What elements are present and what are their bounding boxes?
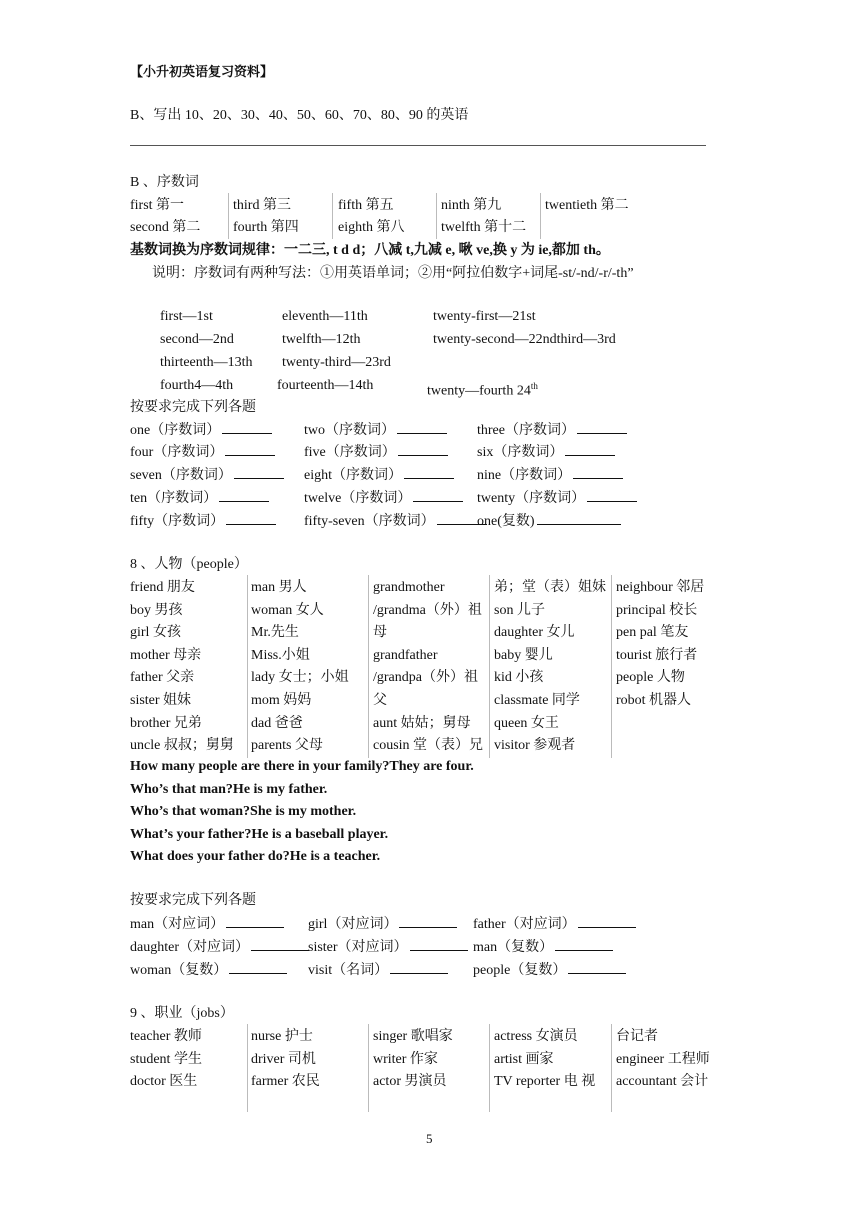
exercise-prompt: man（对应词） <box>130 917 225 932</box>
job-cell: engineer 工程师 <box>616 1051 710 1067</box>
people-cell: friend 朋友 <box>130 580 195 595</box>
exercise-prompt: woman（复数） <box>130 963 228 978</box>
ordinal-example-text: twenty—fourth 24 <box>427 383 531 399</box>
ordinal-example <box>427 375 538 403</box>
exercise-item <box>473 913 636 936</box>
ordinal-cell: eighth 第八 <box>338 220 405 235</box>
ordinal-cell: fifth 第五 <box>338 198 394 213</box>
jobs-table-divider <box>247 1024 248 1112</box>
people-cell: sister 姐妹 <box>130 693 192 708</box>
exercise-prompt: six（序数词） <box>477 445 564 460</box>
people-cell: kid 小孩 <box>494 670 544 686</box>
exercise-prompt: eight（序数词） <box>304 468 402 483</box>
job-cell: accountant 会计 <box>616 1074 709 1090</box>
ordinal-cell: twentieth 第二 <box>545 198 629 213</box>
people-cell: father 父亲 <box>130 670 195 686</box>
ordinal-cell: third 第三 <box>233 198 291 213</box>
exercise-item <box>304 419 447 442</box>
people-table-divider <box>368 575 369 758</box>
people-cell: robot 机器人 <box>616 693 692 708</box>
people-cell: woman 女人 <box>251 602 324 618</box>
people-cell: tourist 旅行者 <box>616 647 698 663</box>
exercise-prompt: one（序数词） <box>130 423 221 438</box>
exercise-item <box>308 936 468 959</box>
exercise-prompt: seven（序数词） <box>130 468 232 483</box>
people-cell: /grandpa（外）祖 <box>373 670 478 686</box>
people-cell: people 人物 <box>616 670 685 686</box>
ordinal-example: twenty-first—21st <box>433 309 536 324</box>
answer-blank[interactable] <box>413 487 463 502</box>
answer-blank[interactable] <box>537 510 621 525</box>
job-cell: student 学生 <box>130 1051 202 1067</box>
answer-blank[interactable] <box>404 464 454 479</box>
ordinal-example: second—2nd <box>160 332 234 347</box>
people-cell: man 男人 <box>251 580 307 595</box>
ordinal-example: thirteenth—13th <box>160 355 253 370</box>
ordinal-table-divider <box>332 193 333 239</box>
ordinal-exercise-title: 按要求完成下列各题 <box>130 400 256 415</box>
ordinal-example: twenty-third—23rd <box>282 355 391 370</box>
dialogue-line: Who’s that man?He is my father. <box>130 781 328 797</box>
exercise-item <box>130 913 284 936</box>
people-cell: neighbour 邻居 <box>616 580 705 595</box>
exercise-prompt: father（对应词） <box>473 917 576 932</box>
exercise-prompt: four（序数词） <box>130 445 224 460</box>
exercise-item <box>473 959 626 982</box>
exercise-item <box>477 487 637 510</box>
people-table-divider <box>489 575 490 758</box>
answer-blank[interactable] <box>398 441 448 456</box>
people-cell: parents 父母 <box>251 738 323 754</box>
people-cell: pen pal 笔友 <box>616 625 689 641</box>
exercise-item <box>473 936 613 959</box>
exercise-item <box>304 510 487 533</box>
answer-blank[interactable] <box>573 464 623 479</box>
exercise-prompt: five（序数词） <box>304 445 396 460</box>
people-cell: Miss.小姐 <box>251 647 310 663</box>
answer-blank[interactable] <box>578 913 636 928</box>
dialogue-line: What does your father do?He is a teacher. <box>130 849 381 865</box>
ordinal-cell: fourth 第四 <box>233 220 299 235</box>
people-cell: girl 女孩 <box>130 625 181 641</box>
page-header: 【小升初英语复习资料】 <box>130 64 274 79</box>
job-cell: doctor 医生 <box>130 1074 198 1090</box>
exercise-item <box>304 441 448 464</box>
exercise-item <box>130 419 272 442</box>
exercise-prompt: ten（序数词） <box>130 491 218 506</box>
people-cell: queen 女王 <box>494 715 559 731</box>
dialogue-line: What’s your father?He is a baseball player. <box>130 826 389 842</box>
ordinal-example: twenty-second—22ndthird—3rd <box>433 332 616 347</box>
exercise-item <box>477 441 615 464</box>
ordinal-table-divider <box>436 193 437 239</box>
people-cell: 母 <box>373 625 387 641</box>
job-cell: singer 歌唱家 <box>373 1029 453 1044</box>
ordinal-table-divider <box>228 193 229 239</box>
people-cell: classmate 同学 <box>494 693 580 708</box>
exercise-item <box>477 419 627 442</box>
exercise-item <box>130 936 309 959</box>
answer-blank[interactable] <box>577 419 627 434</box>
answer-blank[interactable] <box>399 913 457 928</box>
people-cell: Mr.先生 <box>251 625 299 641</box>
answer-blank[interactable] <box>410 936 468 951</box>
jobs-table-divider <box>489 1024 490 1112</box>
job-cell: teacher 教师 <box>130 1029 202 1044</box>
exercise-item <box>477 464 623 487</box>
job-cell: actress 女演员 <box>494 1029 578 1044</box>
dialogue-line: Who’s that woman?She is my mother. <box>130 804 357 820</box>
people-table-divider <box>611 575 612 758</box>
people-cell: principal 校长 <box>616 602 698 618</box>
exercise-item <box>130 441 275 464</box>
answer-blank[interactable] <box>397 419 447 434</box>
task-b: B、写出 10、20、30、40、50、60、70、80、90 的英语 <box>130 108 469 123</box>
people-title: 8 、人物（people） <box>130 557 248 572</box>
exercise-item <box>130 510 276 533</box>
ordinal-example: first—1st <box>160 309 213 324</box>
job-cell: 台记者 <box>616 1029 658 1044</box>
ordinal-cell: second 第二 <box>130 220 201 235</box>
exercise-prompt: fifty-seven（序数词） <box>304 514 435 529</box>
answer-blank[interactable] <box>390 959 448 974</box>
answer-blank[interactable] <box>555 936 613 951</box>
people-cell: son 儿子 <box>494 602 545 618</box>
exercise-item <box>308 913 457 936</box>
ordinal-table-divider <box>540 193 541 239</box>
exercise-prompt: visit（名词） <box>308 963 389 978</box>
exercise-item <box>130 959 287 982</box>
people-exercise-title: 按要求完成下列各题 <box>130 893 256 908</box>
people-cell: baby 婴儿 <box>494 647 553 663</box>
jobs-table-divider <box>368 1024 369 1112</box>
exercise-prompt: twelve（序数词） <box>304 491 412 506</box>
exercise-item <box>304 487 463 510</box>
jobs-title: 9 、职业（jobs） <box>130 1006 234 1021</box>
job-cell: driver 司机 <box>251 1051 316 1067</box>
people-cell: dad 爸爸 <box>251 715 303 731</box>
exercise-item <box>130 487 269 510</box>
people-cell: mother 母亲 <box>130 647 202 663</box>
people-cell: brother 兄弟 <box>130 715 202 731</box>
exercise-prompt: girl（对应词） <box>308 917 398 932</box>
exercise-item <box>308 959 448 982</box>
answer-blank[interactable] <box>234 464 284 479</box>
jobs-table-divider <box>611 1024 612 1112</box>
job-cell: actor 男演员 <box>373 1074 447 1090</box>
answer-blank[interactable] <box>226 913 284 928</box>
exercise-prompt: two（序数词） <box>304 423 395 438</box>
dialogue-line: How many people are there in your family?They are four. <box>130 759 474 774</box>
ordinal-note: 说明：序数词有两种写法：①用英语单词；②用“阿拉伯数字+词尾-st/-nd/-r/-th” <box>152 266 634 281</box>
people-cell: cousin 堂（表）兄 <box>373 738 484 754</box>
answer-blank[interactable] <box>219 487 269 502</box>
exercise-prompt: daughter（对应词） <box>130 940 249 955</box>
people-cell: uncle 叔叔；舅舅 <box>130 738 234 754</box>
job-cell: writer 作家 <box>373 1051 438 1067</box>
exercise-prompt: nine（序数词） <box>477 468 572 483</box>
answer-blank[interactable] <box>568 959 626 974</box>
job-cell: farmer 农民 <box>251 1074 320 1090</box>
exercise-prompt: one(复数) <box>477 514 535 529</box>
answer-blank[interactable] <box>565 441 615 456</box>
job-cell: TV reporter 电 视 <box>494 1074 596 1090</box>
exercise-prompt: twenty（序数词） <box>477 491 586 506</box>
page-number: 5 <box>426 1131 433 1146</box>
job-cell: artist 画家 <box>494 1051 554 1067</box>
people-cell: /grandma（外）祖 <box>373 602 482 618</box>
people-cell: grandmother <box>373 580 445 595</box>
exercise-prompt: fifty（序数词） <box>130 514 225 529</box>
people-cell: 父 <box>373 693 387 708</box>
people-cell: daughter 女儿 <box>494 625 575 641</box>
ordinal-example: eleventh—11th <box>282 309 368 324</box>
exercise-prompt: man（复数） <box>473 940 554 955</box>
ordinal-example: fourteenth—14th <box>277 378 374 393</box>
people-cell: aunt 姑姑；舅母 <box>373 715 471 731</box>
people-cell: 弟；堂（表）姐妹 <box>494 580 606 595</box>
answer-blank[interactable] <box>251 936 309 951</box>
ordinal-example-superscript: th <box>530 381 538 391</box>
ordinal-example: twelfth—12th <box>282 332 361 347</box>
ordinal-cell: ninth 第九 <box>441 198 502 213</box>
people-cell: grandfather <box>373 647 438 663</box>
people-cell: lady 女士；小姐 <box>251 670 349 686</box>
people-table-divider <box>247 575 248 758</box>
exercise-prompt: sister（对应词） <box>308 940 408 955</box>
exercise-item <box>477 510 621 533</box>
people-cell: visitor 参观者 <box>494 738 576 754</box>
ordinal-rule: 基数词换为序数词规律：一二三, t d d；八减 t,九减 e, 啾 ve,换 y 为 ie,都加 th。 <box>130 243 610 258</box>
answer-blank[interactable] <box>587 487 637 502</box>
answer-blank[interactable] <box>226 510 276 525</box>
exercise-prompt: people（复数） <box>473 963 567 978</box>
people-cell: mom 妈妈 <box>251 693 312 708</box>
ordinal-cell: first 第一 <box>130 198 185 213</box>
job-cell: nurse 护士 <box>251 1029 313 1044</box>
exercise-prompt: three（序数词） <box>477 423 575 438</box>
people-cell: boy 男孩 <box>130 602 183 618</box>
exercise-item <box>130 464 284 487</box>
answer-line <box>130 145 706 146</box>
ordinal-cell: twelfth 第十二 <box>441 220 527 235</box>
answer-blank[interactable] <box>229 959 287 974</box>
answer-blank[interactable] <box>225 441 275 456</box>
exercise-item <box>304 464 454 487</box>
ordinal-example: fourth4—4th <box>160 378 234 393</box>
answer-blank[interactable] <box>222 419 272 434</box>
ordinal-title: B 、序数词 <box>130 175 199 190</box>
